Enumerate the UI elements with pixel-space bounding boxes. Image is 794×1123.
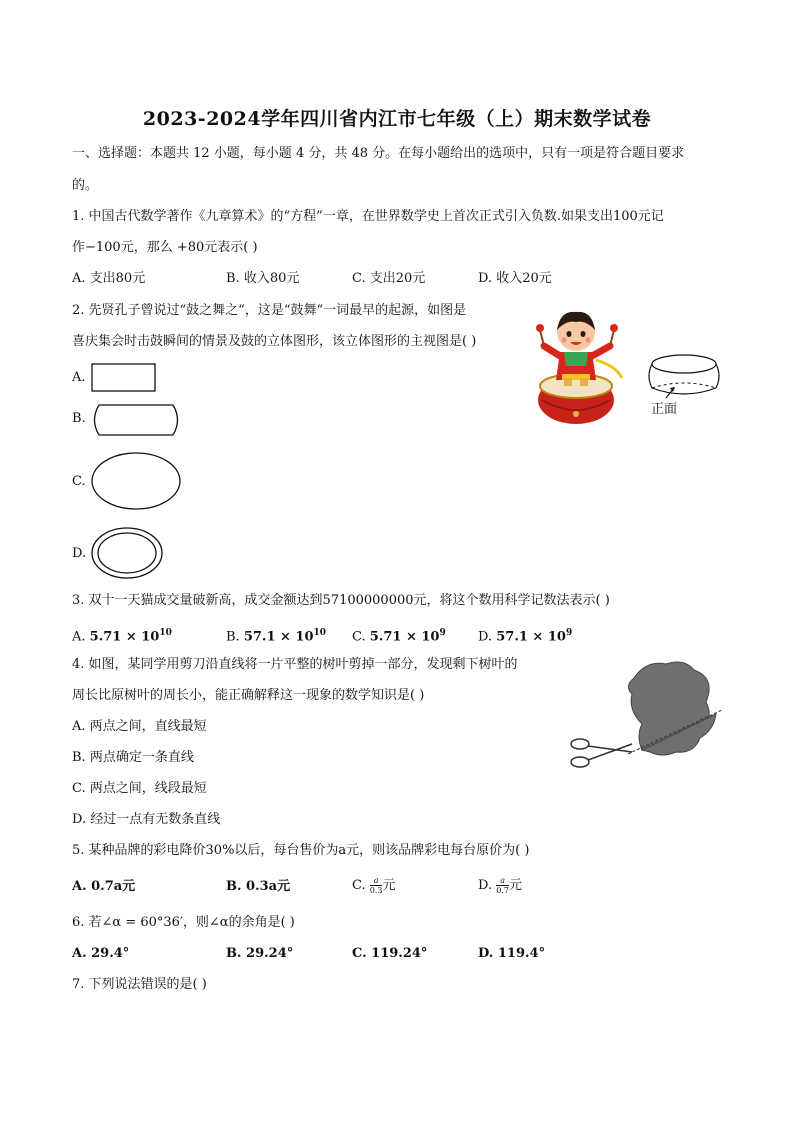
q6-option-c[interactable]: C. 119.24° — [352, 946, 428, 961]
q4-option-a[interactable]: A. 两点之间，直线最短 — [72, 719, 207, 734]
q2-line1: 2. 先贤孔子曾说过“鼓之舞之“，这是“鼓舞“一词最早的起源，如图是 — [72, 303, 467, 318]
q1-option-b[interactable]: B. 收入80元 — [226, 271, 300, 286]
q2-option-b-barrel-shape[interactable] — [89, 402, 183, 438]
q5-option-c-denominator: 0.3 — [369, 886, 383, 895]
q5-option-d-numerator: a — [496, 876, 509, 886]
q4-line2: 周长比原树叶的周长小，能正确解释这一现象的数学知识是( ) — [72, 688, 425, 703]
q3-option-a-exponent: 10 — [159, 628, 172, 638]
q1-line1: 1. 中国古代数学著作《九章算术》的“方程”一章，在世界数学史上首次正式引入负数.如果支出100元记 — [72, 209, 664, 224]
q5-option-d-prefix: D. — [478, 878, 497, 893]
q6-option-a[interactable]: A. 29.4° — [72, 946, 130, 961]
q5-option-a[interactable]: A. 0.7a元 — [72, 879, 136, 894]
q2-option-b-label[interactable]: B. — [72, 411, 86, 426]
q5-option-d-unit: 元 — [508, 878, 522, 893]
q5-option-d[interactable] — [478, 876, 522, 895]
q1-option-d[interactable]: D. 收入20元 — [478, 271, 552, 286]
q3-line1: 3. 双十一天猫成交量破新高，成交金额达到57100000000元，将这个数用科学记数法表示( ) — [72, 593, 610, 608]
q2-line2: 喜庆集会时击鼓瞬间的情景及鼓的立体图形，该立体图形的主视图是( ) — [72, 334, 477, 349]
page-title: 2023-2024学年四川省内江市七年级（上）期末数学试卷 — [142, 108, 652, 130]
q4-line1: 4. 如图，某同学用剪刀沿直线将一片平整的树叶剪掉一部分，发现剩下树叶的 — [72, 657, 518, 672]
q1-line2: 作−100元，那么 +80元表示( ) — [72, 240, 258, 255]
q5-option-c-fraction — [370, 876, 383, 895]
q3-option-b[interactable] — [226, 624, 326, 646]
q6-option-b[interactable]: B. 29.24° — [226, 946, 294, 961]
q2-option-c-ellipse-shape[interactable] — [89, 450, 183, 512]
q2-option-c-label[interactable]: C. — [72, 474, 86, 489]
q7-line1: 7. 下列说法错误的是( ) — [72, 977, 207, 992]
q5-option-c-unit: 元 — [382, 878, 396, 893]
drummer-child-illustration — [530, 300, 630, 428]
q5-option-c-numerator: a — [370, 876, 383, 886]
q5-option-c-prefix: C. — [352, 878, 370, 893]
q5-option-d-fraction — [496, 876, 509, 895]
q6-option-d[interactable]: D. 119.4° — [478, 946, 546, 961]
q6-line1: 6. 若∠α = 60°36′，则∠α的余角是( ) — [72, 915, 295, 930]
q2-option-d-double-ellipse-shape[interactable] — [89, 525, 165, 581]
q3-option-b-prefix: B. — [226, 629, 244, 645]
q3-option-c-prefix: C. — [352, 629, 370, 645]
q3-option-a[interactable] — [72, 624, 172, 646]
leaf-scissors-illustration — [566, 658, 726, 776]
section-instruction-line1: 一、选择题：本题共 12 小题，每小题 4 分，共 48 分。在每小题给出的选项中，只有一项是符合题目要求 — [72, 146, 685, 161]
section-instruction-line2: 的。 — [72, 178, 99, 193]
q4-option-d[interactable]: D. 经过一点有无数条直线 — [72, 812, 221, 827]
q3-option-c[interactable] — [352, 624, 446, 646]
q3-option-d-base: 57.1 × 10 — [496, 629, 566, 645]
q5-line1: 5. 某种品牌的彩电降价30%以后，每台售价为a元，则该品牌彩电每台原价为( ) — [72, 843, 530, 858]
q2-option-a-rectangle-shape[interactable] — [90, 362, 158, 394]
q3-option-b-base: 57.1 × 10 — [243, 629, 314, 645]
q3-option-d-exponent: 9 — [565, 628, 573, 638]
q3-option-a-prefix: A. — [72, 629, 90, 645]
q4-option-b[interactable]: B. 两点确定一条直线 — [72, 750, 194, 765]
q1-option-c[interactable]: C. 支出20元 — [352, 271, 426, 286]
front-view-label: 正面 — [651, 402, 678, 417]
q3-option-d-prefix: D. — [478, 629, 497, 645]
q5-option-d-denominator: 0.7 — [496, 886, 509, 895]
q3-option-c-exponent: 9 — [439, 628, 446, 638]
q2-option-d-label[interactable]: D. — [72, 546, 87, 561]
q3-option-a-base: 5.71 × 10 — [89, 629, 160, 645]
q3-option-d[interactable] — [478, 624, 572, 646]
q3-option-b-exponent: 10 — [313, 628, 327, 638]
q5-option-b[interactable]: B. 0.3a元 — [226, 879, 291, 894]
q4-option-c[interactable]: C. 两点之间，线段最短 — [72, 781, 207, 796]
q3-option-c-base: 5.71 × 10 — [369, 629, 440, 645]
q1-option-a[interactable]: A. 支出80元 — [72, 271, 146, 286]
q5-option-c[interactable] — [352, 876, 396, 895]
q2-option-a-label[interactable]: A. — [72, 370, 86, 385]
